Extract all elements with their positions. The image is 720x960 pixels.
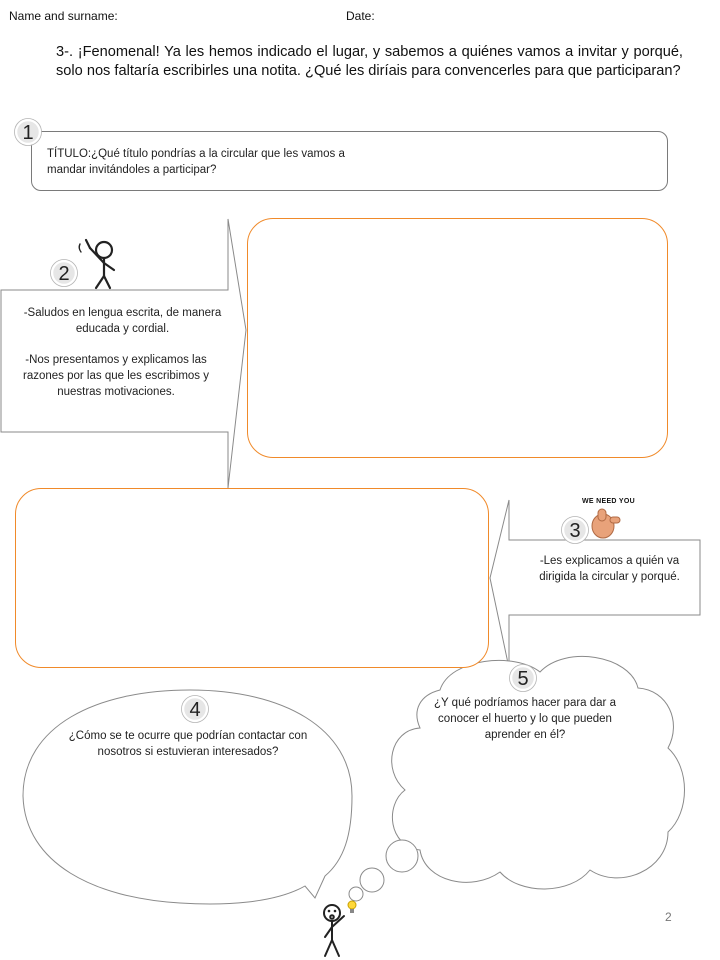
we-need-you-sign: WE NEED YOU (582, 498, 635, 505)
audience-answer-box[interactable] (15, 488, 489, 668)
step-5-badge (509, 664, 537, 692)
step-3-prompt: -Les explicamos a quién va dirigida la circular y porqué. (539, 555, 680, 583)
lightbulb-icon (348, 901, 356, 913)
step-4-prompt: ¿Cómo se te ocurre que podrían contactar con nosotros si estuvieran interesados? (68, 730, 308, 758)
step-5-thought-cloud (392, 656, 685, 889)
page-number: 2 (665, 910, 672, 924)
step-2-prompt-greeting: -Saludos en lengua escrita, de manera educada y cordial. (23, 307, 222, 335)
name-surname-label: Name and surname: (9, 9, 118, 23)
step-2-number: 2 (58, 263, 70, 285)
step-5-number: 5 (517, 668, 529, 690)
step-2-prompt-motivation: -Nos presentamos y explicamos las razones por las que les escribimos y nuestras motivaciones. (23, 354, 209, 398)
step-3-badge (561, 516, 589, 544)
step-5-prompt: ¿Y qué podríamos hacer para dar a conocer el huerto y lo que pueden aprender en él? (434, 697, 616, 741)
waving-stick-figure-icon (79, 240, 114, 288)
step-3-number: 3 (569, 520, 581, 542)
instructions-paragraph: 3-. ¡Fenomenal! Ya les hemos indicado el lugar, y sabemos a quiénes vamos a invitar y porqué, solo nos faltaría escribirles una notita. ¿Qué les diríais para convencerles para que participaran? (56, 44, 683, 79)
thought-circle-small (349, 887, 363, 901)
pointing-hand-icon (592, 509, 620, 538)
greeting-answer-box[interactable] (247, 218, 668, 458)
thought-circle-large (386, 840, 418, 872)
step-2-badge (50, 259, 78, 287)
step-1-prompt: TÍTULO:¿Qué título pondrías a la circular que les vamos a mandar invitándoles a participar? (47, 148, 345, 176)
step-1-number: 1 (22, 122, 34, 144)
date-label: Date: (346, 9, 375, 23)
thought-circle-medium (360, 868, 384, 892)
lightbulb-stick-figure-icon (324, 905, 344, 956)
step-4-number: 4 (189, 699, 201, 721)
step-4-badge (181, 695, 209, 723)
step-1-badge (14, 118, 42, 146)
